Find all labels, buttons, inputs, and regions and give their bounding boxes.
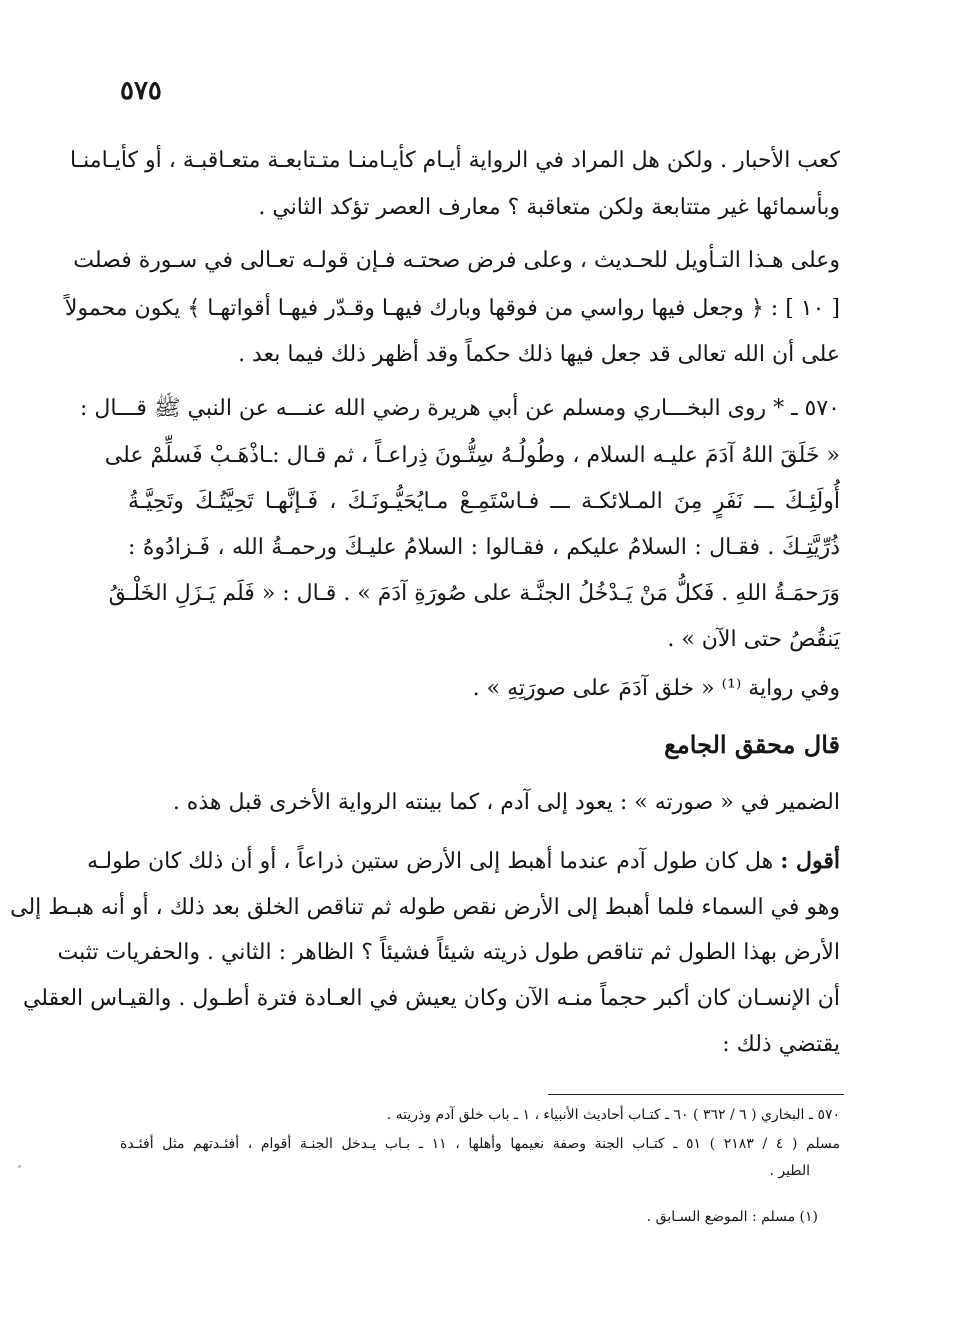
hadith-line-1: ٥٧٠ ـ * روى البخـــاري ومسلم عن أبي هريرة رضي الله عنـــه عن النبي ﷺ قـــال : xyxy=(80,396,840,421)
hadith-line-3: أُولَئِـكَ ـــ نَفَرٍ مِنَ المـلائكـة ـــ فـاسْتَمِـعْ مـايُحَيُّـونَـكَ ، فَـإنَّهـا تَحِيَّتُـكَ وتَحِيَّـةُ xyxy=(128,489,840,514)
paragraph2-line-3: على أن الله تعالى قد جعل فيها ذلك حكماً وقد أظهر ذلك فيما بعد . xyxy=(238,342,840,367)
paragraph2-line-1: وعلى هـذا التـأويل للحـديث ، وعلى فرض صحتـه فـإن قولـه تعـالى في سـورة فصلت xyxy=(73,248,840,273)
footnote-2: مسلم ( ٤ / ٢١٨٣ ) ٥١ ـ كتـاب الجنة وصفة نعيمها وأهلها ، ١١ ـ بـاب يـدخل الجنـة أقوام ، أفئـدتهم مثل أفئـدة xyxy=(120,1136,840,1152)
page-number: ٥٧٥ xyxy=(120,76,162,106)
aqool-line-2: وهو في السماء فلما أهبط إلى الأرض نقص طوله ثم تناقص الخلق بعد ذلك ، أو أنه هبـط إلى xyxy=(10,895,840,920)
scan-speck xyxy=(18,1165,21,1168)
hadith-line-6: يَنقُصُ حتى الآن » . xyxy=(667,627,840,652)
hadith-line-2: « خَلَقَ اللهُ آدَمَ عليـه السلام ، وطُولُـهُ سِتُّـونَ ذِراعـاً ، ثم قـال :ـاذْهَـبْ فَسلِّمْ على xyxy=(104,443,840,468)
aqool-line-3: الأرض بهذا الطول ثم تناقص طول ذريته شيئاً فشيئاً ؟ الظاهر : الثاني . والحفريات تثبت xyxy=(57,940,840,965)
footnote-4: (١) مسلم : الموضع السـابق . xyxy=(646,1209,818,1225)
pronoun-note: الضمير في « صورته » : يعود إلى آدم ، كما بينته الرواية الأخرى قبل هذه . xyxy=(172,790,840,815)
section-heading: قال محقق الجامع xyxy=(664,730,840,759)
footnote-1: ٥٧٠ ـ البخاري ( ٦ / ٣٦٢ ) ٦٠ ـ كتـاب أحاديث الأنبياء ، ١ ـ باب خلق آدم وذريته . xyxy=(386,1107,840,1123)
aqool-line-4: أن الإنسـان كان أكبر حجماً منـه الآن وكان يعيش في العـادة فترة أطـول . والقيـاس العقلي xyxy=(22,986,840,1011)
footnote-3: الطير . xyxy=(769,1163,810,1179)
aqool-line-5: يقتضي ذلك : xyxy=(722,1032,840,1057)
paragraph1-line-2: وبأسمائها غير متتابعة ولكن متعاقبة ؟ معارف العصر تؤكد الثاني . xyxy=(258,195,840,220)
paragraph1-line-1: كعب الأحبار . ولكن هل المراد في الرواية أيـام كأيـامنـا متـتابعـة متعـاقبـة ، أو كأيـامنـا xyxy=(70,148,840,173)
aqool-line-1 xyxy=(87,846,840,877)
narration-line: وفي رواية ⁽¹⁾ « خلق آدَمَ على صورَتِهِ » . xyxy=(472,676,840,701)
aqool-line-1-text: هل كان طول آدم عندما أهبط إلى الأرض ستين ذراعاً ، أو أن ذلك كان طولـه xyxy=(87,849,774,874)
paragraph2-line-2: [ ١٠ ] : ﴿ وجعل فيها رواسي من فوقها وبارك فيهـا وقـدّر فيهـا أقواتهـا ﴾ يكون محمولاً xyxy=(64,296,840,321)
hadith-line-5: وَرَحمَـةُ اللهِ . فَكلُّ مَنْ يَـدْخُلُ الجنَّـة على صُورَةِ آدَمَ » . قـال : « فَلَم يَـزَلِ الخَلْـقُ xyxy=(108,581,840,606)
hadith-line-4: ذُرِّيَّتِـكَ . فقـال : السلامُ عليكم ، فقـالوا : السلامُ عليـكَ ورحمـةُ الله ، فَـزادُوهُ : xyxy=(128,535,840,560)
footnote-separator xyxy=(548,1094,844,1095)
aqool-label: أقول : xyxy=(780,848,840,874)
